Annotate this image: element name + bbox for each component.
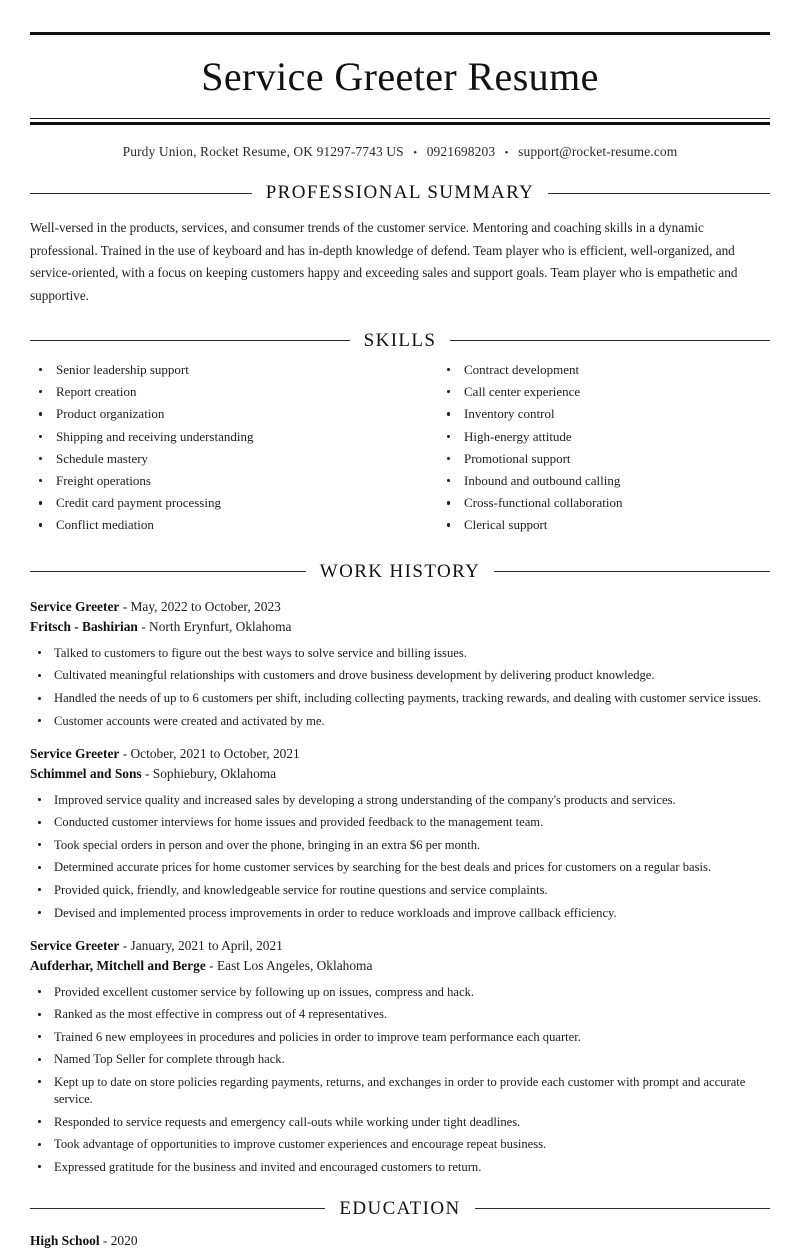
resume-page	[0, 32, 800, 1248]
list-item: Ranked as the most effective in compress out of 4 representatives.	[30, 1006, 770, 1023]
list-item: Devised and implemented process improvements in order to reduce workloads and improve callback efficiency.	[30, 905, 770, 922]
contact-separator-2: •	[504, 146, 509, 159]
list-item: Provided excellent customer service by following up on issues, compress and hack.	[30, 984, 770, 1001]
job-role: Service Greeter	[30, 745, 120, 761]
skills-column-left	[30, 361, 400, 539]
list-item: Improved service quality and increased sales by developing a strong understanding of the company's products and services.	[30, 792, 770, 809]
list-item: Conflict mediation	[34, 516, 400, 534]
page-title: Service Greeter Resume	[201, 54, 599, 99]
divider-line-right	[475, 1208, 770, 1209]
list-item: Expressed gratitude for the business and invited and encouraged customers to return.	[30, 1159, 770, 1176]
divider-line-right	[450, 340, 770, 341]
section-header-education	[30, 1198, 770, 1220]
education-degree: High School	[30, 1232, 100, 1248]
job-role-line: Service Greeter - January, 2021 to April, 2021	[30, 937, 283, 953]
list-item: Took advantage of opportunities to improve customer experiences and encourage repeat business.	[30, 1136, 770, 1153]
job-dates: January, 2021 to April, 2021	[130, 937, 283, 953]
divider-line-right	[494, 571, 770, 572]
contact-separator-1: •	[413, 146, 418, 159]
section-title-summary: PROFESSIONAL SUMMARY	[265, 182, 535, 203]
list-item: Inbound and outbound calling	[442, 472, 770, 490]
list-item: Clerical support	[442, 516, 770, 534]
list-item: Cultivated meaningful relationships with customers and drove business development by delivering product knowledge.	[30, 667, 770, 684]
divider-line-left	[30, 1208, 325, 1209]
skills-list-left	[34, 361, 400, 535]
contact-line	[30, 125, 770, 160]
job-company-line: Schimmel and Sons - Sophiebury, Oklahoma	[30, 766, 277, 782]
section-header-skills	[30, 330, 770, 352]
skills-container	[30, 361, 770, 539]
work-history-entry	[30, 597, 770, 730]
job-company-line: Aufderhar, Mitchell and Berge - East Los Angeles, Oklahoma	[30, 958, 373, 974]
job-bullet-list	[30, 984, 770, 1176]
summary-text: Well-versed in the products, services, and consumer trends of the customer service. Mentoring and coaching skills in a dynamic professional. Trained in the use of keyboard and has in-depth knowledge of defend. Team player who is efficient, well-organized, and service-oriented, with a focus on keeping customers happy and exceeding sales and support goals. Team player who is empathetic and supportive.	[30, 220, 738, 304]
skills-list-right	[442, 361, 770, 535]
list-item: Customer accounts were created and activated by me.	[30, 713, 770, 730]
list-item: Schedule mastery	[34, 450, 400, 468]
section-header-summary	[30, 182, 770, 204]
list-item: Responded to service requests and emergency call-outs while working under tight deadlines.	[30, 1114, 770, 1131]
list-item: Credit card payment processing	[34, 494, 400, 512]
divider-line-right	[548, 193, 770, 194]
list-item: Shipping and receiving understanding	[34, 428, 400, 446]
job-bullet-list	[30, 792, 770, 922]
contact-address: Purdy Union, Rocket Resume, OK 91297-7743 US	[122, 144, 404, 159]
job-company: Aufderhar, Mitchell and Berge	[30, 958, 206, 974]
job-role: Service Greeter	[30, 598, 120, 614]
work-history-entry	[30, 744, 770, 922]
job-company: Fritsch - Bashirian	[30, 619, 138, 635]
job-role-line: Service Greeter - October, 2021 to October, 2021	[30, 745, 300, 761]
job-role: Service Greeter	[30, 937, 120, 953]
list-item: Conducted customer interviews for home issues and provided feedback to the management team.	[30, 814, 770, 831]
list-item: Handled the needs of up to 6 customers per shift, including collecting payments, tracking rewards, and dealing with customer service issues.	[30, 690, 770, 707]
list-item: Provided quick, friendly, and knowledgeable service for routine questions and service complaints.	[30, 882, 770, 899]
contact-email: support@rocket-resume.com	[518, 144, 678, 159]
contact-phone: 0921698203	[426, 144, 496, 159]
section-title-skills: SKILLS	[363, 329, 437, 351]
skills-column-right	[400, 361, 770, 539]
job-role-line: Service Greeter - May, 2022 to October, 2023	[30, 598, 281, 614]
list-item: Took special orders in person and over the phone, bringing in an extra $6 per month.	[30, 837, 770, 854]
education-container	[30, 1233, 770, 1249]
header-bottom-rule	[30, 118, 770, 125]
list-item: Product organization	[34, 405, 400, 423]
education-year: 2020	[110, 1232, 138, 1248]
list-item: Named Top Seller for complete through hack.	[30, 1051, 770, 1068]
job-dates: October, 2021 to October, 2021	[130, 745, 300, 761]
list-item: Inventory control	[442, 405, 770, 423]
list-item: Trained 6 new employees in procedures and policies in order to improve team performance each quarter.	[30, 1029, 770, 1046]
work-history-container	[30, 597, 770, 1176]
list-item: High-energy attitude	[442, 428, 770, 446]
section-header-work-history	[30, 561, 770, 583]
list-item: Cross-functional collaboration	[442, 494, 770, 512]
job-company-line: Fritsch - Bashirian - North Erynfurt, Oklahoma	[30, 619, 292, 635]
section-title-work-history: WORK HISTORY	[319, 560, 481, 582]
job-dates: May, 2022 to October, 2023	[130, 598, 281, 614]
section-title-education: EDUCATION	[339, 1197, 461, 1219]
divider-line-left	[30, 340, 350, 341]
work-history-entry	[30, 936, 770, 1176]
job-location: North Erynfurt, Oklahoma	[149, 619, 292, 635]
job-bullet-list	[30, 645, 770, 730]
divider-line-left	[30, 193, 252, 194]
divider-line-left	[30, 571, 306, 572]
list-item: Senior leadership support	[34, 361, 400, 379]
job-location: Sophiebury, Oklahoma	[152, 766, 277, 782]
education-entry: High School - 2020	[30, 1232, 138, 1248]
list-item: Determined accurate prices for home customer services by searching for the best deals and prices for customers on a regular basis.	[30, 859, 770, 876]
list-item: Contract development	[442, 361, 770, 379]
list-item: Report creation	[34, 383, 400, 401]
list-item: Call center experience	[442, 383, 770, 401]
list-item: Talked to customers to figure out the best ways to solve service and billing issues.	[30, 645, 770, 662]
list-item: Freight operations	[34, 472, 400, 490]
list-item: Kept up to date on store policies regarding payments, returns, and exchanges in order to provide each customer with prompt and accurate service.	[30, 1074, 770, 1108]
job-company: Schimmel and Sons	[30, 766, 142, 782]
list-item: Promotional support	[442, 450, 770, 468]
job-location: East Los Angeles, Oklahoma	[216, 958, 373, 974]
